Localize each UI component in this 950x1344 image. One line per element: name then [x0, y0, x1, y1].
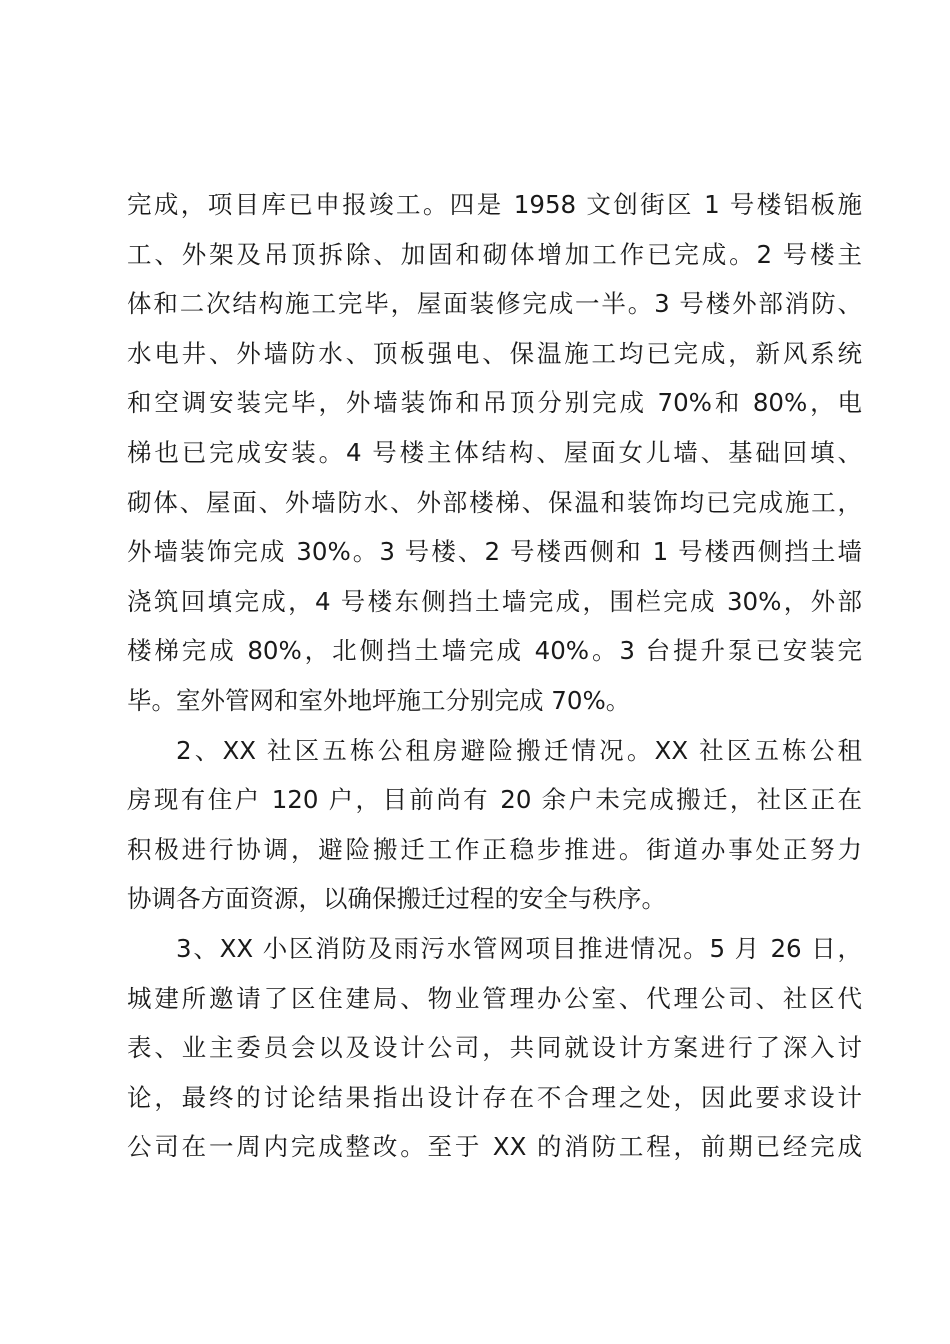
paragraph-start-line: 3、XX 小区消防及雨污水管网项目推进情况。5 月 26 日，: [176, 933, 862, 963]
text-line: 梯也已完成安装。4 号楼主体结构、屋面女儿墙、基础回填、: [127, 437, 862, 467]
text-line: 楼梯完成 80%，北侧挡土墙完成 40%。3 台提升泵已安装完: [127, 636, 862, 666]
text-line: 外墙装饰完成 30%。3 号楼、2 号楼西侧和 1 号楼西侧挡土墙: [127, 537, 862, 567]
text-line: 工、外架及吊顶拆除、加固和砌体增加工作已完成。2 号楼主: [127, 239, 862, 269]
text-line: 和空调安装完毕，外墙装饰和吊顶分别完成 70%和 80%，电: [127, 388, 862, 418]
paragraph-start-line: 2、XX 社区五栋公租房避险搬迁情况。XX 社区五栋公租: [176, 735, 862, 765]
text-line: 砌体、屋面、外墙防水、外部楼梯、保温和装饰均已完成施工，: [127, 487, 862, 517]
text-line: 积极进行协调，避险搬迁工作正稳步推进。街道办事处正努力: [127, 834, 862, 864]
text-line: 水电井、外墙防水、顶板强电、保温施工均已完成，新风系统: [127, 338, 862, 368]
document-body: [127, 180, 862, 1172]
text-line: 论，最终的讨论结果指出设计存在不合理之处，因此要求设计: [127, 1082, 862, 1112]
text-line: 城建所邀请了区住建局、物业管理办公室、代理公司、社区代: [127, 983, 862, 1013]
paragraph-end-line: 协调各方面资源，以确保搬迁过程的安全与秩序。: [127, 884, 666, 914]
paragraph-end-line: 毕。室外管网和室外地坪施工分别完成 70%。: [127, 685, 631, 715]
text-line: 房现有住户 120 户，目前尚有 20 余户未完成搬迁，社区正在: [127, 785, 862, 815]
text-line: 完成，项目库已申报竣工。四是 1958 文创街区 1 号楼铝板施: [127, 190, 862, 219]
text-line: 浇筑回填完成，4 号楼东侧挡土墙完成，围栏完成 30%，外部: [127, 586, 862, 616]
text-line: 公司在一周内完成整改。至于 XX 的消防工程，前期已经完成: [127, 1132, 862, 1162]
text-line: 表、业主委员会以及设计公司，共同就设计方案进行了深入讨: [127, 1033, 862, 1063]
text-line: 体和二次结构施工完毕，屋面装修完成一半。3 号楼外部消防、: [127, 289, 862, 319]
